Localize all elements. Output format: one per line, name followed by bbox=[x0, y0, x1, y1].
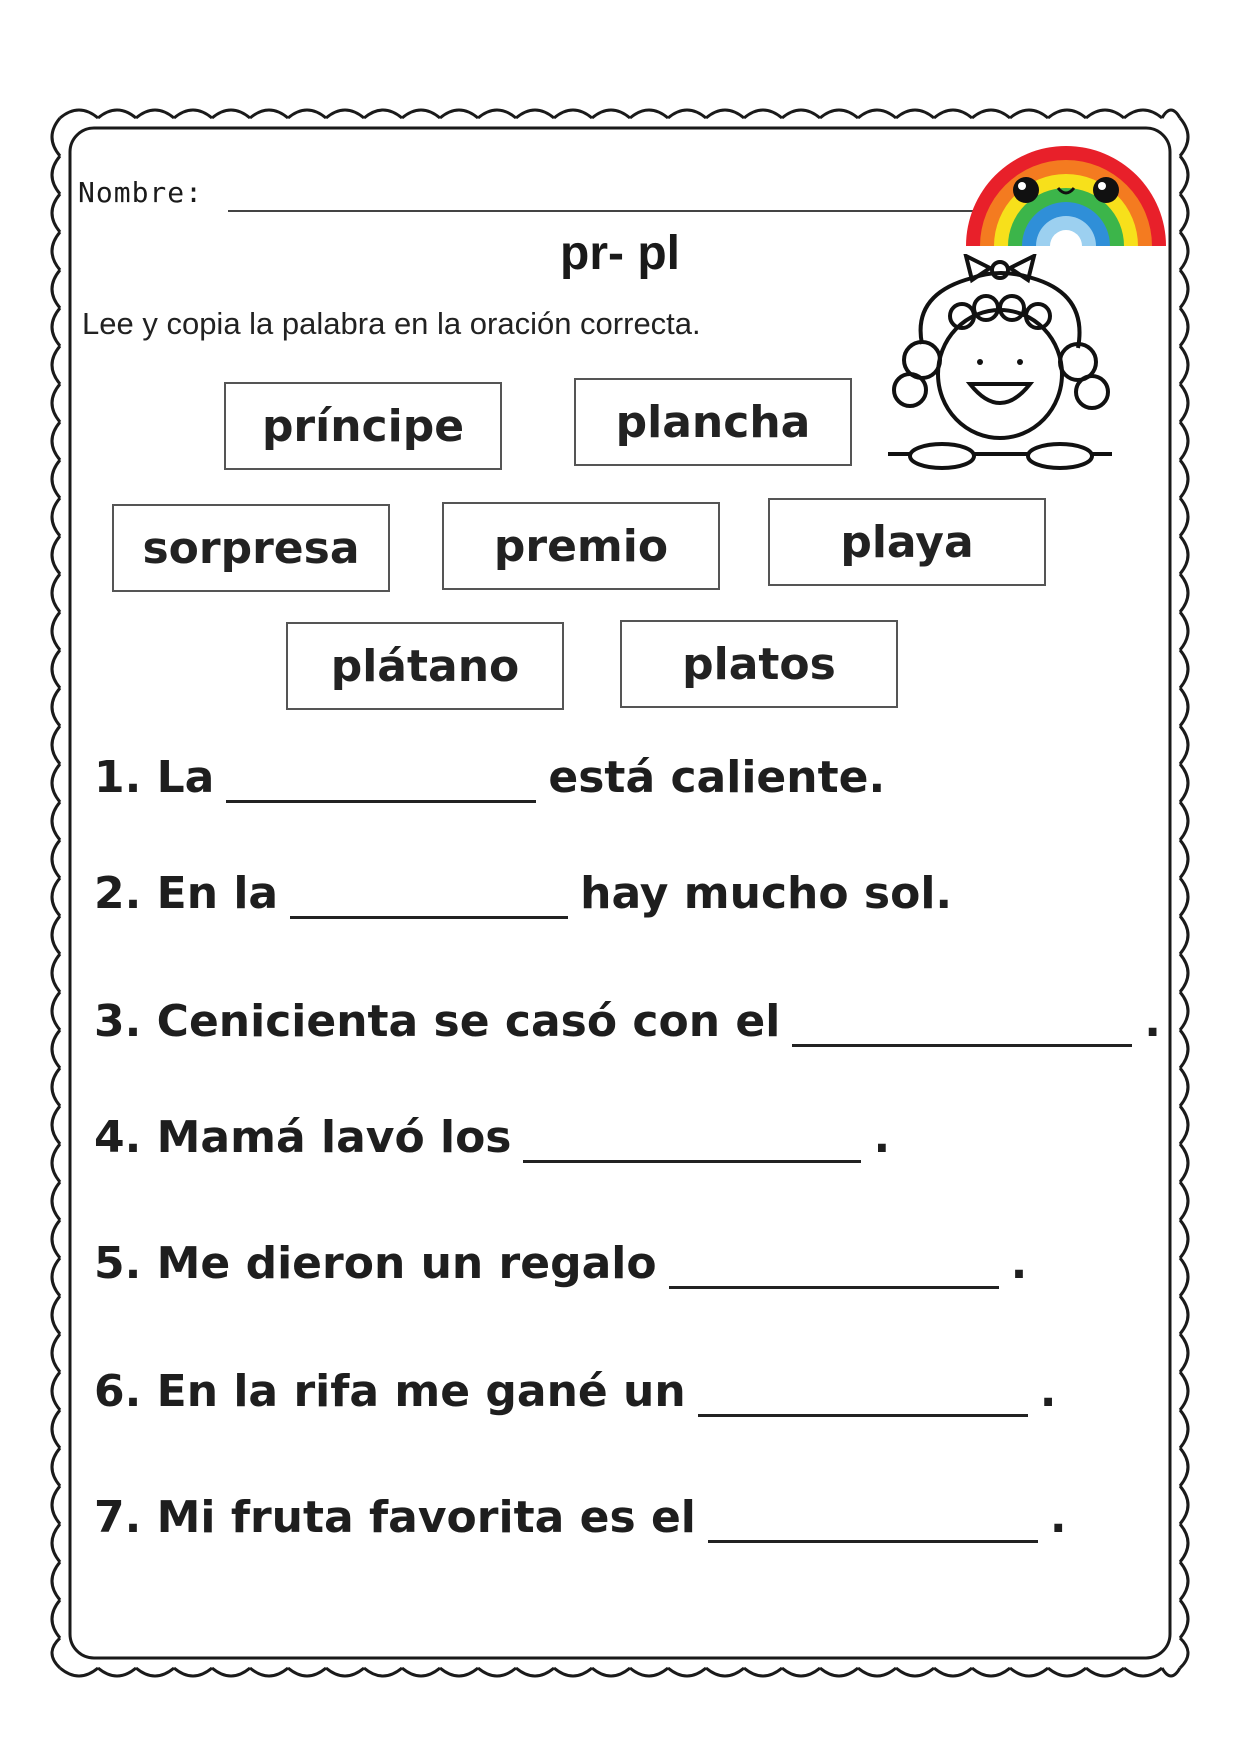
scallop bbox=[1010, 110, 1048, 118]
scallop bbox=[1180, 536, 1188, 574]
scallop bbox=[1180, 764, 1188, 802]
scallop bbox=[52, 536, 60, 574]
scallop bbox=[1180, 1410, 1188, 1448]
scallop bbox=[1180, 118, 1188, 156]
sentence-ending: hay mucho sol. bbox=[580, 868, 953, 919]
answer-blank[interactable] bbox=[792, 1000, 1132, 1047]
scallop bbox=[896, 110, 934, 118]
scallop bbox=[744, 1668, 782, 1676]
scallop bbox=[52, 1372, 60, 1410]
scallop bbox=[554, 1668, 592, 1676]
scallop bbox=[706, 110, 744, 118]
scallop bbox=[440, 110, 478, 118]
sentence-ending: . bbox=[873, 1112, 891, 1163]
scallop bbox=[52, 916, 60, 954]
scallop bbox=[1180, 308, 1188, 346]
scallop bbox=[1180, 916, 1188, 954]
sentence-text: 1. La bbox=[94, 752, 215, 803]
sentence-ending: . bbox=[1010, 1238, 1028, 1289]
scallop bbox=[478, 110, 516, 118]
scallop bbox=[1180, 1182, 1188, 1220]
scallop bbox=[250, 1668, 288, 1676]
scallop bbox=[250, 110, 288, 118]
answer-blank[interactable] bbox=[226, 756, 536, 803]
scallop bbox=[1180, 422, 1188, 460]
scallop bbox=[782, 110, 820, 118]
instruction-text: Lee y copia la palabra en la oración correcta. bbox=[82, 306, 701, 341]
scallop bbox=[1180, 1334, 1188, 1372]
scallop bbox=[52, 878, 60, 916]
scallop bbox=[858, 1668, 896, 1676]
scallop bbox=[52, 1144, 60, 1182]
scallop bbox=[1162, 110, 1180, 118]
scallop bbox=[52, 1600, 60, 1638]
scallop bbox=[1124, 1668, 1162, 1676]
sentence-7 bbox=[94, 1492, 1067, 1543]
scallop bbox=[1180, 878, 1188, 916]
answer-blank[interactable] bbox=[290, 872, 568, 919]
sentence-ending: . bbox=[1049, 1492, 1067, 1543]
scallop bbox=[1124, 110, 1162, 118]
scallop bbox=[1048, 1668, 1086, 1676]
scallop bbox=[52, 1296, 60, 1334]
scallop bbox=[52, 1068, 60, 1106]
sentence-ending: está caliente. bbox=[548, 752, 886, 803]
scallop bbox=[402, 110, 440, 118]
scallop bbox=[136, 110, 174, 118]
scallop bbox=[52, 1258, 60, 1296]
scallop bbox=[52, 1410, 60, 1448]
scallop bbox=[60, 110, 98, 118]
sentence-text: 7. Mi fruta favorita es el bbox=[94, 1492, 696, 1543]
scallop bbox=[52, 1524, 60, 1562]
scallop bbox=[52, 1562, 60, 1600]
page-title: pr- pl bbox=[560, 227, 680, 280]
scallop bbox=[1180, 1638, 1188, 1668]
scallop bbox=[1086, 110, 1124, 118]
scallop bbox=[52, 726, 60, 764]
scallop bbox=[1180, 1524, 1188, 1562]
scallop bbox=[1180, 1068, 1188, 1106]
word-bank-item: platos bbox=[620, 620, 898, 708]
sentence-ending: . bbox=[1144, 996, 1162, 1047]
scallop bbox=[1162, 1668, 1180, 1676]
scallop bbox=[858, 110, 896, 118]
word-bank-item: plátano bbox=[286, 622, 564, 710]
scallop bbox=[820, 110, 858, 118]
sentence-text: 3. Cenicienta se casó con el bbox=[94, 996, 781, 1047]
scallop bbox=[744, 110, 782, 118]
sentence-text: 4. Mamá lavó los bbox=[94, 1112, 512, 1163]
scallop bbox=[1180, 612, 1188, 650]
scallop bbox=[52, 650, 60, 688]
scallop bbox=[1180, 574, 1188, 612]
scallop bbox=[52, 1106, 60, 1144]
scallop bbox=[52, 574, 60, 612]
scallop bbox=[668, 110, 706, 118]
sentence-1 bbox=[94, 752, 885, 803]
scallop bbox=[52, 688, 60, 726]
scallop bbox=[668, 1668, 706, 1676]
scallop bbox=[1180, 1030, 1188, 1068]
scallop bbox=[52, 1030, 60, 1068]
sentence-ending: . bbox=[1039, 1366, 1057, 1417]
scallop bbox=[1180, 156, 1188, 194]
scallop bbox=[1180, 954, 1188, 992]
word-bank-item: playa bbox=[768, 498, 1046, 586]
scallop bbox=[52, 308, 60, 346]
scallop bbox=[52, 612, 60, 650]
word-bank-item: príncipe bbox=[224, 382, 502, 470]
scallop bbox=[52, 422, 60, 460]
scallop bbox=[52, 992, 60, 1030]
scallop bbox=[1010, 1668, 1048, 1676]
scallop bbox=[706, 1668, 744, 1676]
scallop bbox=[1180, 802, 1188, 840]
sentence-4 bbox=[94, 1112, 890, 1163]
word-bank-item: plancha bbox=[574, 378, 852, 466]
sentence-3 bbox=[94, 996, 1161, 1047]
scallop bbox=[402, 1668, 440, 1676]
scallop bbox=[1180, 1106, 1188, 1144]
scallop bbox=[934, 1668, 972, 1676]
sentence-text: 2. En la bbox=[94, 868, 279, 919]
scallop bbox=[820, 1668, 858, 1676]
scallop bbox=[364, 1668, 402, 1676]
scallop bbox=[896, 1668, 934, 1676]
scallop bbox=[630, 1668, 668, 1676]
scallop bbox=[52, 1638, 60, 1668]
scallop bbox=[1180, 1220, 1188, 1258]
word-bank-item: premio bbox=[442, 502, 720, 590]
scallop bbox=[1180, 1372, 1188, 1410]
scallop bbox=[1180, 346, 1188, 384]
scallop bbox=[1180, 650, 1188, 688]
scallop bbox=[1180, 1448, 1188, 1486]
word-bank-item: sorpresa bbox=[112, 504, 390, 592]
scallop bbox=[52, 498, 60, 536]
sentence-2 bbox=[94, 868, 952, 919]
answer-blank[interactable] bbox=[708, 1496, 1038, 1543]
scallop bbox=[52, 1220, 60, 1258]
scallop bbox=[52, 1486, 60, 1524]
scallop bbox=[288, 1668, 326, 1676]
scallop bbox=[972, 110, 1010, 118]
scallop bbox=[98, 1668, 136, 1676]
scallop bbox=[1180, 498, 1188, 536]
sentence-text: 5. Me dieron un regalo bbox=[94, 1238, 657, 1289]
scallop bbox=[52, 460, 60, 498]
scallop bbox=[52, 764, 60, 802]
scallop bbox=[1180, 1258, 1188, 1296]
name-label: Nombre: bbox=[78, 176, 204, 209]
scallop bbox=[1180, 992, 1188, 1030]
sentence-5 bbox=[94, 1238, 1027, 1289]
scallop bbox=[1180, 384, 1188, 422]
scallop bbox=[516, 1668, 554, 1676]
scallop bbox=[288, 110, 326, 118]
scallop bbox=[1180, 840, 1188, 878]
scallop bbox=[98, 110, 136, 118]
scallop bbox=[554, 110, 592, 118]
scallop bbox=[440, 1668, 478, 1676]
scallop bbox=[52, 1182, 60, 1220]
scallop bbox=[782, 1668, 820, 1676]
scallop bbox=[326, 1668, 364, 1676]
scallop bbox=[174, 110, 212, 118]
girl-illustration bbox=[882, 254, 1118, 476]
scallop bbox=[1180, 1562, 1188, 1600]
scallop bbox=[52, 1448, 60, 1486]
name-field[interactable] bbox=[228, 210, 1003, 212]
scallop bbox=[52, 802, 60, 840]
scallop bbox=[516, 110, 554, 118]
scallop bbox=[478, 1668, 516, 1676]
scallop bbox=[136, 1668, 174, 1676]
scallop bbox=[212, 110, 250, 118]
scallop bbox=[212, 1668, 250, 1676]
scallop bbox=[52, 840, 60, 878]
scallop bbox=[52, 1334, 60, 1372]
scallop bbox=[52, 346, 60, 384]
scallop bbox=[972, 1668, 1010, 1676]
scallop bbox=[1180, 460, 1188, 498]
sentence-text: 6. En la rifa me gané un bbox=[94, 1366, 686, 1417]
scallop bbox=[1180, 1296, 1188, 1334]
scallop bbox=[60, 1668, 98, 1676]
scallop bbox=[1048, 110, 1086, 118]
scallop bbox=[934, 110, 972, 118]
scallop bbox=[52, 118, 60, 156]
answer-blank[interactable] bbox=[698, 1370, 1028, 1417]
scallop bbox=[1180, 726, 1188, 764]
scallop bbox=[52, 954, 60, 992]
scallop bbox=[630, 110, 668, 118]
scallop bbox=[592, 110, 630, 118]
scallop bbox=[364, 110, 402, 118]
scallop bbox=[1086, 1668, 1124, 1676]
scallop bbox=[1180, 1486, 1188, 1524]
scallop bbox=[326, 110, 364, 118]
sentence-6 bbox=[94, 1366, 1056, 1417]
scallop bbox=[52, 156, 60, 194]
scallop bbox=[1180, 1600, 1188, 1638]
scallop bbox=[592, 1668, 630, 1676]
scallop bbox=[1180, 1144, 1188, 1182]
answer-blank[interactable] bbox=[669, 1242, 999, 1289]
scallop bbox=[52, 384, 60, 422]
scallop bbox=[174, 1668, 212, 1676]
scallop bbox=[1180, 688, 1188, 726]
answer-blank[interactable] bbox=[523, 1116, 861, 1163]
